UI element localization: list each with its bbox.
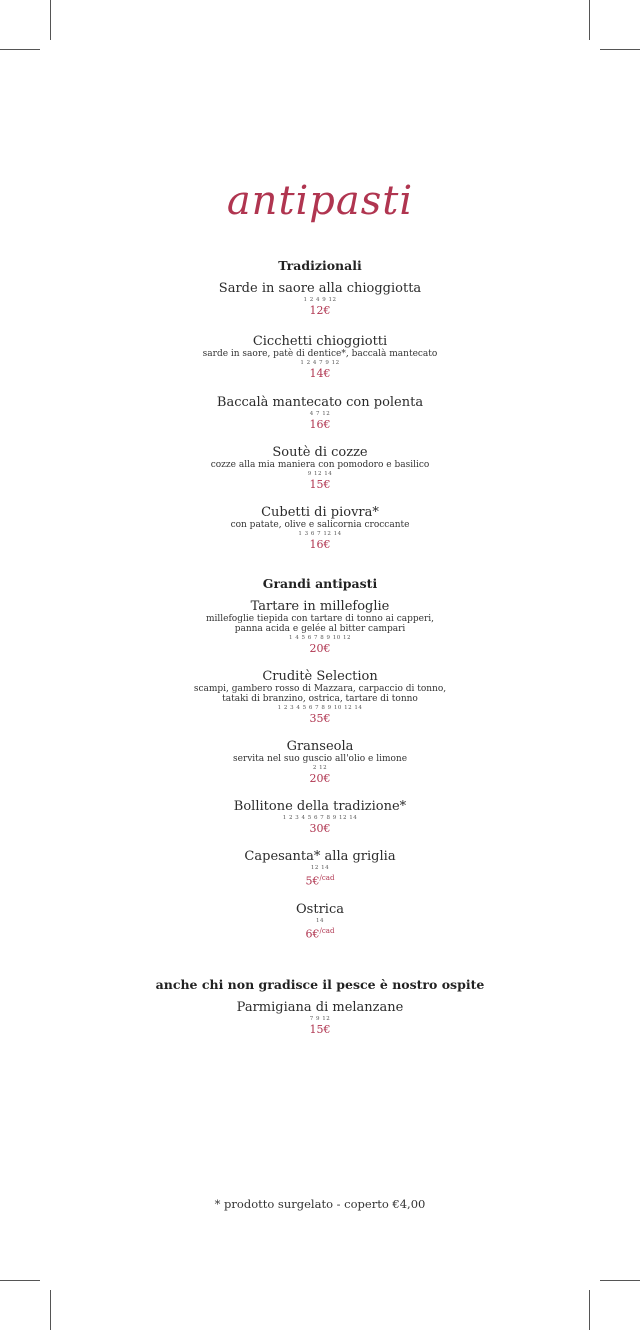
menu-section: [0, 575, 640, 940]
price-value: 20€: [309, 772, 331, 785]
item-price: [0, 538, 640, 551]
item-name: Parmigiana di melanzane: [236, 1000, 404, 1016]
price-value: 6€: [305, 927, 320, 941]
crop-mark: [589, 1290, 590, 1330]
price-value: 5€: [305, 874, 320, 888]
item-allergens: 1 2 4 7 9 12: [300, 360, 340, 366]
section-title: anche chi non gradisce il pesce è nostro ospite: [155, 977, 485, 993]
menu-item: [0, 669, 640, 725]
item-price: [0, 1023, 640, 1036]
item-price: [0, 367, 640, 380]
price-value: 16€: [309, 418, 331, 431]
menu: [0, 257, 640, 1036]
item-name: Sarde in saore alla chioggiotta: [218, 281, 422, 296]
menu-item: [0, 505, 640, 551]
item-price: [0, 772, 640, 785]
item-allergens: 1 4 5 6 7 8 9 10 12: [289, 635, 351, 641]
item-allergens: 1 2 3 4 5 6 7 8 9 10 12 14: [277, 705, 363, 711]
price-value: 15€: [309, 1023, 331, 1037]
item-name: Cubetti di piovra*: [261, 505, 379, 520]
item-allergens: 4 7 12: [309, 411, 331, 417]
menu-item: [0, 849, 640, 888]
item-price: [0, 418, 640, 431]
crop-mark: [600, 49, 640, 50]
price-value: 16€: [309, 538, 331, 551]
item-name: Soutè di cozze: [272, 445, 368, 460]
section-title: Tradizionali: [278, 258, 362, 273]
price-value: 15€: [309, 478, 331, 491]
price-value: 20€: [309, 642, 331, 655]
menu-item: [0, 902, 640, 941]
price-value: 30€: [309, 822, 331, 835]
item-description: con patate, olive e salicornia croccante: [230, 520, 410, 530]
item-description: millefoglie tiepida con tartare di tonno ai capperi, panna acida e gelée al bitter campari: [205, 614, 435, 634]
item-price: [0, 822, 640, 835]
item-description: servita nel suo guscio all'olio e limone: [232, 754, 408, 764]
item-description: sarde in saore, patè di dentice*, baccalà mantecato: [202, 349, 438, 359]
menu-section: [0, 257, 640, 551]
menu-item: [0, 799, 640, 835]
crop-mark: [50, 0, 51, 40]
price-value: 14€: [309, 367, 331, 380]
menu-item: [0, 599, 640, 655]
item-price: [0, 478, 640, 491]
menu-item: [0, 739, 640, 785]
item-price: [0, 712, 640, 725]
menu-item: [0, 395, 640, 431]
menu-item: [0, 281, 640, 317]
page-title: antipasti: [226, 178, 414, 224]
item-price: [0, 925, 640, 941]
item-name: Ostrica: [296, 901, 344, 917]
crop-mark: [50, 1290, 51, 1330]
item-price: [0, 642, 640, 655]
item-allergens: 2 12: [312, 765, 328, 771]
item-allergens: 9 12 14: [307, 471, 333, 477]
item-allergens: 1 2 4 9 12: [303, 297, 337, 303]
item-name: Granseola: [286, 739, 354, 754]
item-name: Cicchetti chioggiotti: [252, 334, 388, 349]
item-allergens: 1 2 3 4 5 6 7 8 9 12 14: [282, 815, 358, 821]
item-price: [0, 872, 640, 888]
item-name: Bollitone della tradizione*: [233, 799, 407, 814]
menu-item: [0, 445, 640, 491]
price-unit: /cad: [319, 926, 335, 935]
item-name: Baccalà mantecato con polenta: [216, 395, 424, 410]
item-allergens: 1 3 6 7 12 14: [298, 531, 342, 537]
item-price: [0, 304, 640, 317]
price-unit: /cad: [319, 874, 335, 882]
item-allergens: 12 14: [310, 865, 330, 871]
item-description: scampi, gambero rosso di Mazzara, carpaccio di tonno, tataki di branzino, ostrica, tartare di tonno: [193, 684, 447, 704]
crop-mark: [0, 49, 40, 50]
item-name: Cruditè Selection: [262, 669, 378, 684]
item-allergens: 7 9 12: [309, 1016, 331, 1023]
menu-section: [0, 976, 640, 1036]
item-description: cozze alla mia maniera con pomodoro e basilico: [210, 460, 430, 470]
crop-mark: [0, 1280, 40, 1281]
menu-item: [0, 334, 640, 380]
crop-mark: [600, 1280, 640, 1281]
menu-item: [0, 1000, 640, 1036]
crop-mark: [589, 0, 590, 40]
price-value: 12€: [309, 304, 331, 317]
item-allergens: 14: [316, 917, 324, 924]
item-name: Capesanta* alla griglia: [244, 849, 396, 864]
item-name: Tartare in millefoglie: [250, 599, 390, 614]
section-title: Grandi antipasti: [262, 576, 378, 591]
price-value: 35€: [309, 712, 331, 725]
footer-note: * prodotto surgelato - coperto €4,00: [214, 1197, 426, 1211]
